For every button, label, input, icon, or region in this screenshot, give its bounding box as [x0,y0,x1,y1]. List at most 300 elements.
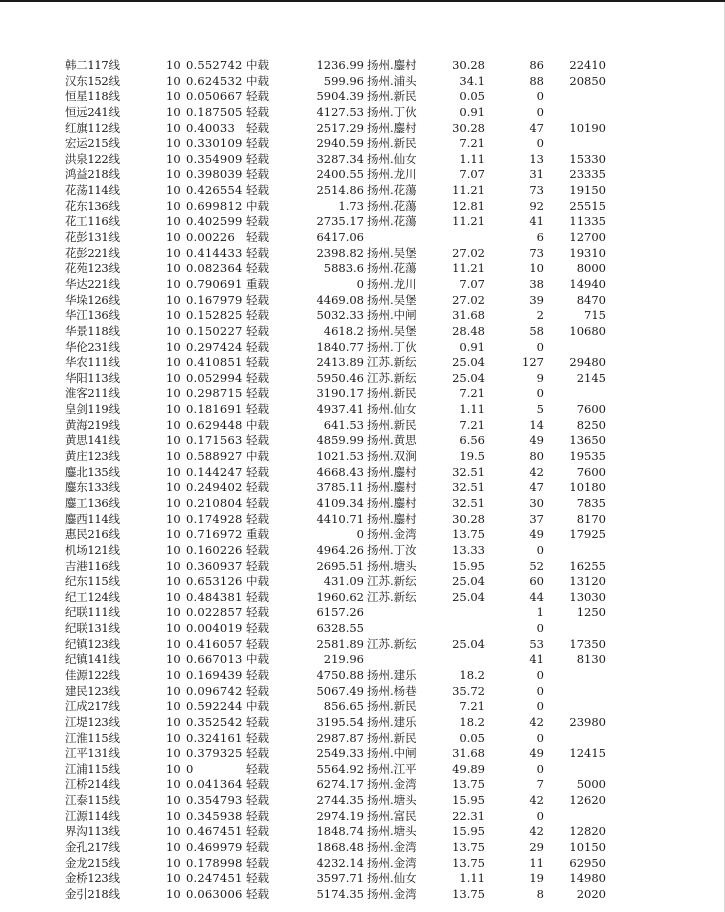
load-level-cell: 轻载 [246,777,269,792]
load-level-cell: 轻载 [246,308,269,323]
load-level-cell: 轻载 [246,214,269,229]
substation-cell: 扬州.建乐 [367,714,417,729]
table-row [0,824,725,840]
load-level-cell: 轻载 [246,558,269,573]
distance-cell: 15.95 [452,793,485,808]
transformer-count-cell: 39 [529,292,544,307]
line-name-cell: 纪东115线 [65,574,120,589]
transformer-count-cell: 38 [529,276,544,291]
substation-cell: 扬州.吴堡 [367,245,417,260]
distance-cell: 0.91 [459,339,485,354]
spare-capacity-cell: 4937.41 [316,402,364,417]
voltage-kv-cell: 10 [166,323,181,338]
transformer-count-cell: 58 [529,323,544,338]
distance-cell: 13.75 [452,886,485,901]
load-level-cell: 轻载 [246,89,269,104]
spare-capacity-cell: 4668.43 [316,464,364,479]
transformer-count-cell: 0 [536,808,544,823]
total-capacity-cell: 23980 [569,714,606,729]
transformer-count-cell: 53 [529,636,544,651]
load-ratio-cell: 0.160226 [186,542,243,557]
spare-capacity-cell: 5174.35 [316,886,364,901]
load-ratio-cell: 0.345938 [186,808,243,823]
transformer-count-cell: 73 [529,245,544,260]
distance-cell: 27.02 [452,245,485,260]
transformer-count-cell: 9 [536,370,544,385]
total-capacity-cell: 29480 [569,355,606,370]
load-ratio-cell: 0.152825 [186,308,243,323]
table-row [0,840,725,856]
distance-cell: 6.56 [459,433,485,448]
distance-cell: 25.04 [452,589,485,604]
load-level-cell: 轻载 [246,464,269,479]
load-level-cell: 轻载 [246,886,269,901]
load-level-cell: 中载 [246,417,269,432]
distance-cell: 18.2 [459,667,485,682]
table-row [0,512,725,528]
load-level-cell: 轻载 [246,542,269,557]
load-level-cell: 轻载 [246,871,269,886]
table-row [0,121,725,137]
line-name-cell: 纪联111线 [65,605,120,620]
distance-cell: 32.51 [452,495,485,510]
line-name-cell: 佳源122线 [65,667,120,682]
load-ratio-cell: 0.426554 [186,183,243,198]
voltage-kv-cell: 10 [166,527,181,542]
table-row [0,684,725,700]
load-ratio-cell: 0.041364 [186,777,243,792]
total-capacity-cell: 22410 [569,58,606,72]
distance-cell: 7.07 [459,167,485,182]
load-ratio-cell: 0.354909 [186,151,243,166]
table-row [0,480,725,496]
voltage-kv-cell: 10 [166,355,181,370]
line-name-cell: 华景118线 [65,323,120,338]
voltage-kv-cell: 10 [166,151,181,166]
transformer-count-cell: 0 [536,339,544,354]
substation-cell: 扬州.花蕩 [367,198,417,213]
load-ratio-cell: 0.416057 [186,636,243,651]
table-row [0,183,725,199]
voltage-kv-cell: 10 [166,104,181,119]
table-row [0,308,725,324]
voltage-kv-cell: 10 [166,558,181,573]
line-name-cell: 机场121线 [65,542,120,557]
voltage-kv-cell: 10 [166,370,181,385]
total-capacity-cell: 25515 [569,198,606,213]
voltage-kv-cell: 10 [166,276,181,291]
spare-capacity-cell: 641.53 [323,417,364,432]
substation-cell: 扬州.新民 [367,136,417,151]
line-name-cell: 花荡114线 [65,183,120,198]
load-level-cell: 轻载 [246,714,269,729]
substation-cell: 扬州.仙女 [367,151,417,166]
load-ratio-cell: 0.629448 [186,417,243,432]
load-level-cell: 轻载 [246,167,269,182]
total-capacity-cell: 11335 [569,214,606,229]
load-ratio-cell: 0.40033 [186,120,235,135]
distance-cell: 7.21 [459,136,485,151]
voltage-kv-cell: 10 [166,793,181,808]
total-capacity-cell: 13650 [569,433,606,448]
spare-capacity-cell: 5067.49 [316,683,364,698]
transformer-count-cell: 52 [529,558,544,573]
total-capacity-cell: 2020 [576,886,606,901]
total-capacity-cell: 7600 [576,464,606,479]
table-row [0,731,725,747]
substation-cell: 扬州.塘头 [367,558,417,573]
line-name-cell: 江源114线 [65,808,120,823]
spare-capacity-cell: 4232.14 [316,855,364,870]
total-capacity-cell: 10150 [569,840,606,855]
transformer-count-cell: 0 [536,104,544,119]
spare-capacity-cell: 3597.71 [316,871,364,886]
line-name-cell: 金引218线 [65,886,120,901]
voltage-kv-cell: 10 [166,433,181,448]
transformer-count-cell: 6 [536,230,544,245]
transformer-count-cell: 80 [529,449,544,464]
transformer-count-cell: 73 [529,183,544,198]
table-row [0,293,725,309]
transformer-count-cell: 0 [536,730,544,745]
spare-capacity-cell: 2695.51 [316,558,364,573]
spare-capacity-cell: 2549.33 [316,746,364,761]
total-capacity-cell: 2145 [576,370,606,385]
distance-cell: 28.48 [452,323,485,338]
distance-cell: 15.95 [452,558,485,573]
spare-capacity-cell: 0 [356,527,364,542]
voltage-kv-cell: 10 [166,840,181,855]
distance-cell: 0.05 [459,730,485,745]
substation-cell: 扬州.塘头 [367,824,417,839]
substation-cell: 扬州.鏖村 [367,495,417,510]
spare-capacity-cell: 5950.46 [316,370,364,385]
load-ratio-cell: 0.171563 [186,433,243,448]
table-row [0,543,725,559]
voltage-kv-cell: 10 [166,214,181,229]
load-ratio-cell: 0.552742 [186,58,243,72]
total-capacity-cell: 8170 [576,511,606,526]
substation-cell: 扬州.丁汝 [367,542,417,557]
distance-cell: 1.11 [459,402,485,417]
distance-cell: 25.04 [452,574,485,589]
load-level-cell: 轻载 [246,261,269,276]
transformer-count-cell: 47 [529,120,544,135]
voltage-kv-cell: 10 [166,495,181,510]
line-name-cell: 鏖西114线 [65,511,120,526]
load-ratio-cell: 0.352542 [186,714,243,729]
transformer-count-cell: 11 [529,855,544,870]
total-capacity-cell: 17925 [569,527,606,542]
voltage-kv-cell: 10 [166,886,181,901]
load-ratio-cell: 0.469979 [186,840,243,855]
substation-cell: 扬州.丁伙 [367,339,417,354]
line-name-cell: 宏运215线 [65,136,120,151]
substation-cell: 江苏.新纭 [367,355,417,370]
transformer-count-cell: 42 [529,824,544,839]
line-name-cell: 华农111线 [65,355,120,370]
load-ratio-cell: 0.178998 [186,855,243,870]
total-capacity-cell: 8130 [576,652,606,667]
load-level-cell: 轻载 [246,245,269,260]
transformer-count-cell: 49 [529,527,544,542]
spare-capacity-cell: 4618.2 [323,323,364,338]
voltage-kv-cell: 10 [166,589,181,604]
voltage-kv-cell: 10 [166,824,181,839]
transformer-count-cell: 42 [529,793,544,808]
spare-capacity-cell: 2581.89 [316,636,364,651]
voltage-kv-cell: 10 [166,855,181,870]
voltage-kv-cell: 10 [166,714,181,729]
line-name-cell: 江泰115线 [65,793,120,808]
line-name-cell: 花彭131线 [65,230,120,245]
distance-cell: 35.72 [452,683,485,698]
distance-cell: 11.21 [452,261,485,276]
transformer-count-cell: 30 [529,495,544,510]
table-row [0,496,725,512]
total-capacity-cell: 8470 [576,292,606,307]
total-capacity-cell: 12700 [569,230,606,245]
table-row [0,136,725,152]
table-row [0,418,725,434]
substation-cell: 扬州.新民 [367,730,417,745]
spare-capacity-cell: 2517.29 [316,120,364,135]
line-name-cell: 纪镇123线 [65,636,120,651]
transformer-count-cell: 41 [529,214,544,229]
substation-cell: 扬州.金湾 [367,855,417,870]
substation-cell: 扬州.仙女 [367,871,417,886]
load-level-cell: 轻载 [246,136,269,151]
substation-cell: 扬州.新民 [367,89,417,104]
substation-cell: 江苏.新纭 [367,636,417,651]
voltage-kv-cell: 10 [166,198,181,213]
voltage-kv-cell: 10 [166,667,181,682]
load-ratio-cell: 0.467451 [186,824,243,839]
transformer-count-cell: 0 [536,667,544,682]
table-row [0,324,725,340]
total-capacity-cell: 16255 [569,558,606,573]
spare-capacity-cell: 3195.54 [316,714,364,729]
total-capacity-cell: 1250 [576,605,606,620]
total-capacity-cell: 12620 [569,793,606,808]
total-capacity-cell: 8000 [576,261,606,276]
transformer-count-cell: 88 [529,73,544,88]
load-ratio-cell: 0.063006 [186,886,243,901]
data-table [0,58,725,903]
substation-cell: 扬州.仙女 [367,402,417,417]
table-row [0,777,725,793]
window-top-border [0,0,725,2]
substation-cell: 扬州.龙川 [367,167,417,182]
load-ratio-cell: 0.360937 [186,558,243,573]
total-capacity-cell: 5000 [576,777,606,792]
line-name-cell: 金龙215线 [65,855,120,870]
total-capacity-cell: 12415 [569,746,606,761]
load-ratio-cell: 0.247451 [186,871,243,886]
load-level-cell: 轻载 [246,433,269,448]
total-capacity-cell: 19310 [569,245,606,260]
voltage-kv-cell: 10 [166,605,181,620]
distance-cell: 1.11 [459,871,485,886]
spare-capacity-cell: 2735.17 [316,214,364,229]
load-ratio-cell: 0.592244 [186,699,243,714]
transformer-count-cell: 47 [529,480,544,495]
substation-cell: 扬州.金湾 [367,527,417,542]
transformer-count-cell: 13 [529,151,544,166]
load-level-cell: 轻载 [246,511,269,526]
distance-cell: 7.07 [459,276,485,291]
voltage-kv-cell: 10 [166,777,181,792]
spare-capacity-cell: 4410.71 [316,511,364,526]
load-ratio-cell: 0.410851 [186,355,243,370]
line-name-cell: 金桥123线 [65,871,120,886]
voltage-kv-cell: 10 [166,636,181,651]
table-row [0,199,725,215]
load-ratio-cell: 0.052994 [186,370,243,385]
load-level-cell: 重载 [246,527,269,542]
table-row [0,402,725,418]
distance-cell: 7.21 [459,699,485,714]
line-name-cell: 华阳113线 [65,370,120,385]
voltage-kv-cell: 10 [166,245,181,260]
transformer-count-cell: 7 [536,777,544,792]
load-level-cell: 中载 [246,652,269,667]
voltage-kv-cell: 10 [166,183,181,198]
load-level-cell: 轻载 [246,323,269,338]
table-row [0,574,725,590]
line-name-cell: 花东136线 [65,198,120,213]
total-capacity-cell: 12820 [569,824,606,839]
distance-cell: 13.75 [452,840,485,855]
spare-capacity-cell: 1960.62 [316,589,364,604]
total-capacity-cell: 19535 [569,449,606,464]
distance-cell: 11.21 [452,183,485,198]
voltage-kv-cell: 10 [166,230,181,245]
table-row [0,371,725,387]
line-name-cell: 华伦231线 [65,339,120,354]
transformer-count-cell: 86 [529,58,544,72]
spare-capacity-cell: 4859.99 [316,433,364,448]
distance-cell: 0.05 [459,89,485,104]
load-level-cell: 中载 [246,574,269,589]
table-row [0,856,725,872]
load-ratio-cell: 0.330109 [186,136,243,151]
table-row [0,261,725,277]
line-name-cell: 江浦115线 [65,761,120,776]
transformer-count-cell: 10 [529,261,544,276]
load-level-cell: 轻载 [246,151,269,166]
line-name-cell: 界沟113线 [65,824,120,839]
total-capacity-cell: 10180 [569,480,606,495]
table-row [0,340,725,356]
load-level-cell: 轻载 [246,761,269,776]
substation-cell: 扬州.龙川 [367,276,417,291]
line-name-cell: 红旗112线 [65,120,120,135]
load-ratio-cell: 0.210804 [186,495,243,510]
load-level-cell: 轻载 [246,230,269,245]
spare-capacity-cell: 4964.26 [316,542,364,557]
table-row [0,793,725,809]
distance-cell: 22.31 [452,808,485,823]
transformer-count-cell: 92 [529,198,544,213]
transformer-count-cell: 14 [529,417,544,432]
load-ratio-cell: 0.790691 [186,276,243,291]
total-capacity-cell: 13030 [569,589,606,604]
table-row [0,449,725,465]
load-ratio-cell: 0.398039 [186,167,243,182]
spare-capacity-cell: 3287.34 [316,151,364,166]
substation-cell: 扬州.新民 [367,699,417,714]
transformer-count-cell: 49 [529,746,544,761]
substation-cell: 扬州.金湾 [367,777,417,792]
table-row [0,559,725,575]
spare-capacity-cell: 3785.11 [316,480,364,495]
voltage-kv-cell: 10 [166,574,181,589]
table-row [0,605,725,621]
distance-cell: 19.5 [459,449,485,464]
table-row [0,277,725,293]
load-level-cell: 轻载 [246,292,269,307]
substation-cell: 扬州.吴堡 [367,323,417,338]
voltage-kv-cell: 10 [166,58,181,72]
voltage-kv-cell: 10 [166,292,181,307]
substation-cell: 扬州.鏖村 [367,464,417,479]
spare-capacity-cell: 219.96 [323,652,364,667]
distance-cell: 25.04 [452,370,485,385]
total-capacity-cell: 62950 [569,855,606,870]
spare-capacity-cell: 4469.08 [316,292,364,307]
voltage-kv-cell: 10 [166,120,181,135]
line-name-cell: 华垛126线 [65,292,120,307]
load-level-cell: 重载 [246,276,269,291]
load-ratio-cell: 0.484381 [186,589,243,604]
voltage-kv-cell: 10 [166,89,181,104]
load-level-cell: 轻载 [246,104,269,119]
line-name-cell: 黄思141线 [65,433,120,448]
transformer-count-cell: 19 [529,871,544,886]
substation-cell: 扬州.金湾 [367,840,417,855]
spare-capacity-cell: 2413.89 [316,355,364,370]
distance-cell: 32.51 [452,480,485,495]
distance-cell: 32.51 [452,464,485,479]
transformer-count-cell: 0 [536,621,544,636]
spare-capacity-cell: 5564.92 [316,761,364,776]
total-capacity-cell: 13120 [569,574,606,589]
voltage-kv-cell: 10 [166,621,181,636]
spare-capacity-cell: 4109.34 [316,495,364,510]
line-name-cell: 黄海219线 [65,417,120,432]
voltage-kv-cell: 10 [166,480,181,495]
load-ratio-cell: 0.187505 [186,104,243,119]
load-level-cell: 中载 [246,449,269,464]
load-level-cell: 轻载 [246,370,269,385]
distance-cell: 49.89 [452,761,485,776]
total-capacity-cell: 23335 [569,167,606,182]
voltage-kv-cell: 10 [166,449,181,464]
load-ratio-cell: 0.298715 [186,386,243,401]
line-name-cell: 建民123线 [65,683,120,698]
substation-cell: 扬州.江平 [367,761,417,776]
load-level-cell: 轻载 [246,824,269,839]
load-ratio-cell: 0.716972 [186,527,243,542]
distance-cell: 13.75 [452,527,485,542]
table-row [0,809,725,825]
substation-cell: 扬州.浦头 [367,73,417,88]
table-row [0,246,725,262]
spare-capacity-cell: 2940.59 [316,136,364,151]
substation-cell: 扬州.鏖村 [367,511,417,526]
transformer-count-cell: 0 [536,136,544,151]
